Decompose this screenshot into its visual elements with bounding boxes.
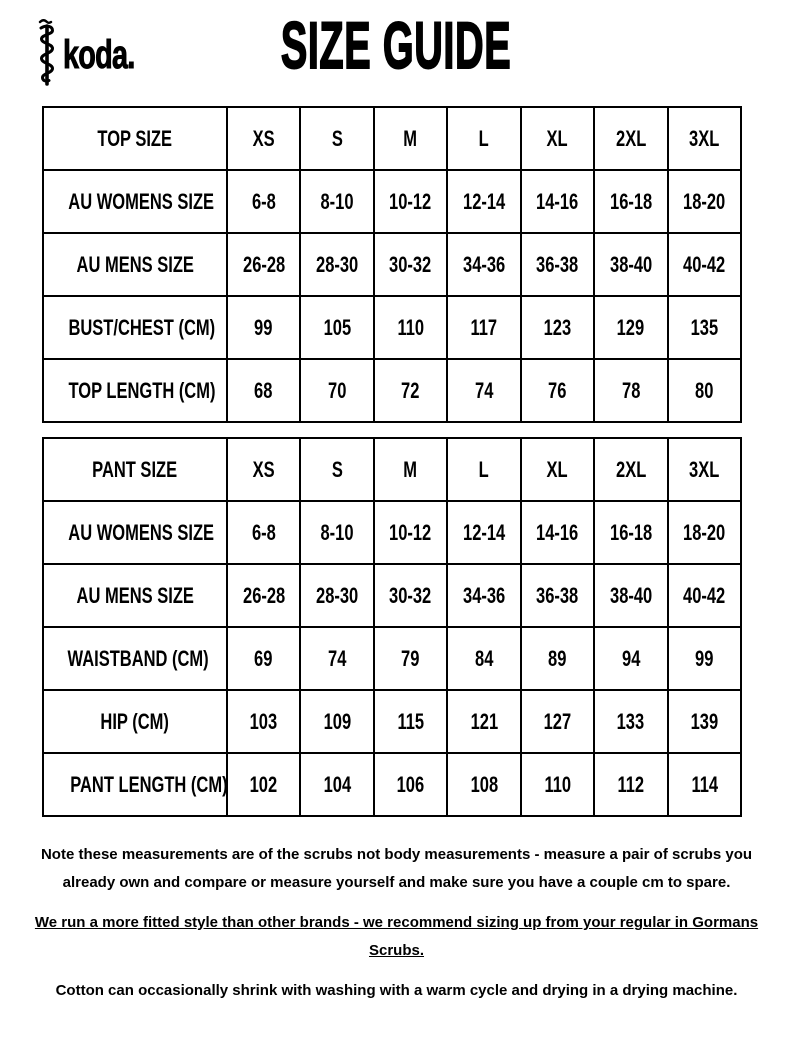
size-column-header-cell — [227, 438, 300, 501]
value-cell — [668, 564, 741, 627]
row-label-cell — [43, 627, 227, 690]
cell-text: 34-36 — [462, 582, 506, 608]
cell-text: L — [478, 456, 490, 482]
value-cell — [594, 359, 667, 422]
row-label-cell — [43, 438, 227, 501]
cell-text: HIP (CM) — [100, 708, 170, 734]
note-line-text: Note these measurements are of the scrubs not body measurements - measure a pair of scrubs you — [40, 846, 753, 863]
row-label-cell — [43, 501, 227, 564]
cell-text: S — [331, 125, 343, 151]
row-label-cell — [43, 753, 227, 816]
value-cell — [374, 233, 447, 296]
cell-text: 38-40 — [609, 251, 652, 277]
cell-text: 102 — [249, 771, 278, 797]
cell-text: 99 — [254, 314, 273, 340]
cell-text: 112 — [617, 771, 645, 797]
cell-text: M — [403, 125, 418, 151]
cell-text: BUST/CHEST (CM) — [68, 314, 216, 340]
value-cell — [227, 233, 300, 296]
pant-size-table — [42, 437, 742, 817]
cell-text: 123 — [543, 314, 572, 340]
value-cell — [300, 296, 373, 359]
size-column-header-cell — [668, 107, 741, 170]
value-cell — [447, 627, 520, 690]
cell-text: XL — [546, 125, 568, 151]
table-row — [43, 753, 741, 816]
cell-text: 104 — [323, 771, 351, 797]
table-row — [43, 359, 741, 422]
value-cell — [300, 359, 373, 422]
cell-text: 6-8 — [251, 188, 276, 214]
size-column-header-cell — [594, 107, 667, 170]
table-row — [43, 170, 741, 233]
value-cell — [668, 296, 741, 359]
size-column-header-cell — [521, 107, 594, 170]
cell-text: 2XL — [615, 125, 646, 151]
value-cell — [300, 501, 373, 564]
cell-text: 72 — [401, 377, 420, 403]
top-size-table — [42, 106, 742, 423]
value-cell — [374, 501, 447, 564]
row-label-cell — [43, 107, 227, 170]
value-cell — [521, 501, 594, 564]
value-cell — [300, 170, 373, 233]
cell-text: WAISTBAND (CM) — [67, 645, 209, 671]
value-cell — [300, 233, 373, 296]
note-line — [17, 977, 777, 1005]
note-line-text: already own and compare or measure yourself and make sure you have a couple cm to spare. — [62, 874, 731, 891]
value-cell — [668, 690, 741, 753]
cell-text: M — [403, 456, 418, 482]
value-cell — [594, 501, 667, 564]
note-line — [17, 909, 777, 937]
size-column-header-cell — [374, 107, 447, 170]
cell-text: TOP SIZE — [97, 125, 173, 151]
value-cell — [447, 501, 520, 564]
cell-text: 99 — [695, 645, 714, 671]
value-cell — [227, 690, 300, 753]
row-label-cell — [43, 296, 227, 359]
value-cell — [374, 690, 447, 753]
cell-text: 69 — [254, 645, 273, 671]
cell-text: 34-36 — [462, 251, 506, 277]
cell-text: 26-28 — [242, 582, 285, 608]
value-cell — [374, 296, 447, 359]
value-cell — [521, 296, 594, 359]
cell-text: TOP LENGTH (CM) — [68, 377, 216, 403]
table-row — [43, 690, 741, 753]
value-cell — [594, 564, 667, 627]
cell-text: 110 — [397, 314, 424, 340]
main-content — [0, 106, 793, 1005]
cell-text: 109 — [323, 708, 351, 734]
size-column-header-cell — [447, 438, 520, 501]
cell-text: 12-14 — [462, 188, 506, 214]
value-cell — [447, 296, 520, 359]
cell-text: L — [478, 125, 490, 151]
cell-text: 28-30 — [316, 251, 359, 277]
note-line-text: Scrubs. — [368, 942, 425, 959]
value-cell — [447, 233, 520, 296]
value-cell — [521, 170, 594, 233]
cell-text: 74 — [327, 645, 347, 671]
value-cell — [668, 627, 741, 690]
cell-text: 14-16 — [536, 519, 579, 545]
value-cell — [594, 690, 667, 753]
value-cell — [668, 753, 741, 816]
cell-text: AU MENS SIZE — [76, 251, 194, 277]
cell-text: 28-30 — [316, 582, 359, 608]
note-paragraph — [17, 977, 777, 1005]
value-cell — [447, 753, 520, 816]
cell-text: 139 — [690, 708, 719, 734]
cell-text: 38-40 — [609, 582, 652, 608]
value-cell — [668, 233, 741, 296]
cell-text: AU WOMENS SIZE — [68, 519, 215, 545]
cell-text: 129 — [617, 314, 645, 340]
cell-text: 12-14 — [462, 519, 506, 545]
cell-text: 3XL — [689, 456, 720, 482]
header — [0, 0, 793, 106]
row-label-cell — [43, 170, 227, 233]
size-column-header-cell — [447, 107, 520, 170]
value-cell — [300, 753, 373, 816]
cell-text: XS — [252, 125, 275, 151]
value-cell — [374, 564, 447, 627]
cell-text: 26-28 — [242, 251, 285, 277]
value-cell — [447, 359, 520, 422]
value-cell — [594, 233, 667, 296]
cell-text: PANT SIZE — [92, 456, 178, 482]
cell-text: 78 — [621, 377, 641, 403]
cell-text: 2XL — [615, 456, 646, 482]
cell-text: 108 — [470, 771, 498, 797]
cell-text: 14-16 — [536, 188, 579, 214]
note-line — [17, 937, 777, 965]
row-label-cell — [43, 564, 227, 627]
cell-text: 106 — [396, 771, 425, 797]
table-row — [43, 501, 741, 564]
note-paragraph — [17, 841, 777, 897]
brand-name: koda. — [63, 33, 135, 77]
cell-text: XS — [252, 456, 275, 482]
cell-text: 103 — [249, 708, 278, 734]
table-row — [43, 564, 741, 627]
cell-text: 127 — [543, 708, 572, 734]
cell-text: 18-20 — [683, 519, 726, 545]
cell-text: 8-10 — [320, 188, 354, 214]
notes-section — [17, 841, 777, 1005]
value-cell — [447, 690, 520, 753]
value-cell — [668, 170, 741, 233]
cell-text: 10-12 — [389, 519, 432, 545]
value-cell — [374, 359, 447, 422]
cell-text: 133 — [617, 708, 645, 734]
cell-text: 94 — [621, 645, 641, 671]
cell-text: AU WOMENS SIZE — [68, 188, 215, 214]
value-cell — [447, 170, 520, 233]
note-line — [17, 841, 777, 869]
cell-text: 16-18 — [609, 519, 652, 545]
value-cell — [300, 564, 373, 627]
value-cell — [447, 564, 520, 627]
row-label-cell — [43, 359, 227, 422]
value-cell — [227, 753, 300, 816]
value-cell — [227, 564, 300, 627]
value-cell — [521, 690, 594, 753]
cell-text: 36-38 — [536, 251, 579, 277]
size-tables — [42, 106, 742, 817]
cell-text: 117 — [470, 314, 498, 340]
cell-text: 40-42 — [683, 582, 726, 608]
value-cell — [374, 753, 447, 816]
page-title-text: SIZE GUIDE — [281, 8, 512, 82]
value-cell — [521, 564, 594, 627]
value-cell — [521, 359, 594, 422]
value-cell — [668, 501, 741, 564]
cell-text: 6-8 — [251, 519, 276, 545]
table-row — [43, 233, 741, 296]
cell-text: 79 — [401, 645, 420, 671]
size-column-header-cell — [300, 107, 373, 170]
value-cell — [300, 627, 373, 690]
value-cell — [374, 170, 447, 233]
cell-text: 36-38 — [536, 582, 579, 608]
note-line-text: We run a more fitted style than other brands - we recommend sizing up from your regular in Gormans — [34, 914, 759, 931]
page-title — [0, 8, 793, 82]
value-cell — [594, 753, 667, 816]
cell-text: PANT LENGTH (CM) — [70, 771, 228, 797]
cell-text: 80 — [695, 377, 714, 403]
cell-text: 110 — [544, 771, 571, 797]
value-cell — [594, 296, 667, 359]
cell-text: 135 — [690, 314, 719, 340]
size-column-header-cell — [668, 438, 741, 501]
cell-text: 30-32 — [389, 251, 432, 277]
cell-text: 10-12 — [389, 188, 432, 214]
row-label-cell — [43, 690, 227, 753]
value-cell — [521, 627, 594, 690]
value-cell — [374, 627, 447, 690]
value-cell — [227, 627, 300, 690]
cell-text: 3XL — [689, 125, 720, 151]
cell-text: 18-20 — [683, 188, 726, 214]
cell-text: 74 — [474, 377, 494, 403]
table-row — [43, 296, 741, 359]
value-cell — [227, 296, 300, 359]
cell-text: 8-10 — [320, 519, 354, 545]
cell-text: 68 — [254, 377, 273, 403]
value-cell — [521, 753, 594, 816]
note-paragraph — [17, 909, 777, 965]
size-column-header-cell — [300, 438, 373, 501]
size-column-header-cell — [521, 438, 594, 501]
value-cell — [594, 170, 667, 233]
value-cell — [594, 627, 667, 690]
cell-text: 115 — [397, 708, 424, 734]
size-column-header-cell — [227, 107, 300, 170]
table-header-row — [43, 438, 741, 501]
cell-text: 30-32 — [389, 582, 432, 608]
cell-text: 121 — [470, 708, 498, 734]
table-row — [43, 627, 741, 690]
note-line — [17, 869, 777, 897]
cell-text: 105 — [323, 314, 351, 340]
size-column-header-cell — [594, 438, 667, 501]
cell-text: 40-42 — [683, 251, 726, 277]
cell-text: 89 — [548, 645, 567, 671]
cell-text: 114 — [690, 771, 718, 797]
cell-text: 76 — [548, 377, 567, 403]
value-cell — [521, 233, 594, 296]
value-cell — [668, 359, 741, 422]
cell-text: 16-18 — [609, 188, 652, 214]
size-column-header-cell — [374, 438, 447, 501]
value-cell — [300, 690, 373, 753]
cell-text: XL — [546, 456, 568, 482]
row-label-cell — [43, 233, 227, 296]
cell-text: AU MENS SIZE — [76, 582, 194, 608]
cell-text: 70 — [327, 377, 347, 403]
value-cell — [227, 170, 300, 233]
note-line-text: Cotton can occasionally shrink with washing with a warm cycle and drying in a drying machine. — [55, 982, 738, 999]
table-header-row — [43, 107, 741, 170]
value-cell — [227, 501, 300, 564]
cell-text: 84 — [474, 645, 494, 671]
cell-text: S — [331, 456, 343, 482]
value-cell — [227, 359, 300, 422]
